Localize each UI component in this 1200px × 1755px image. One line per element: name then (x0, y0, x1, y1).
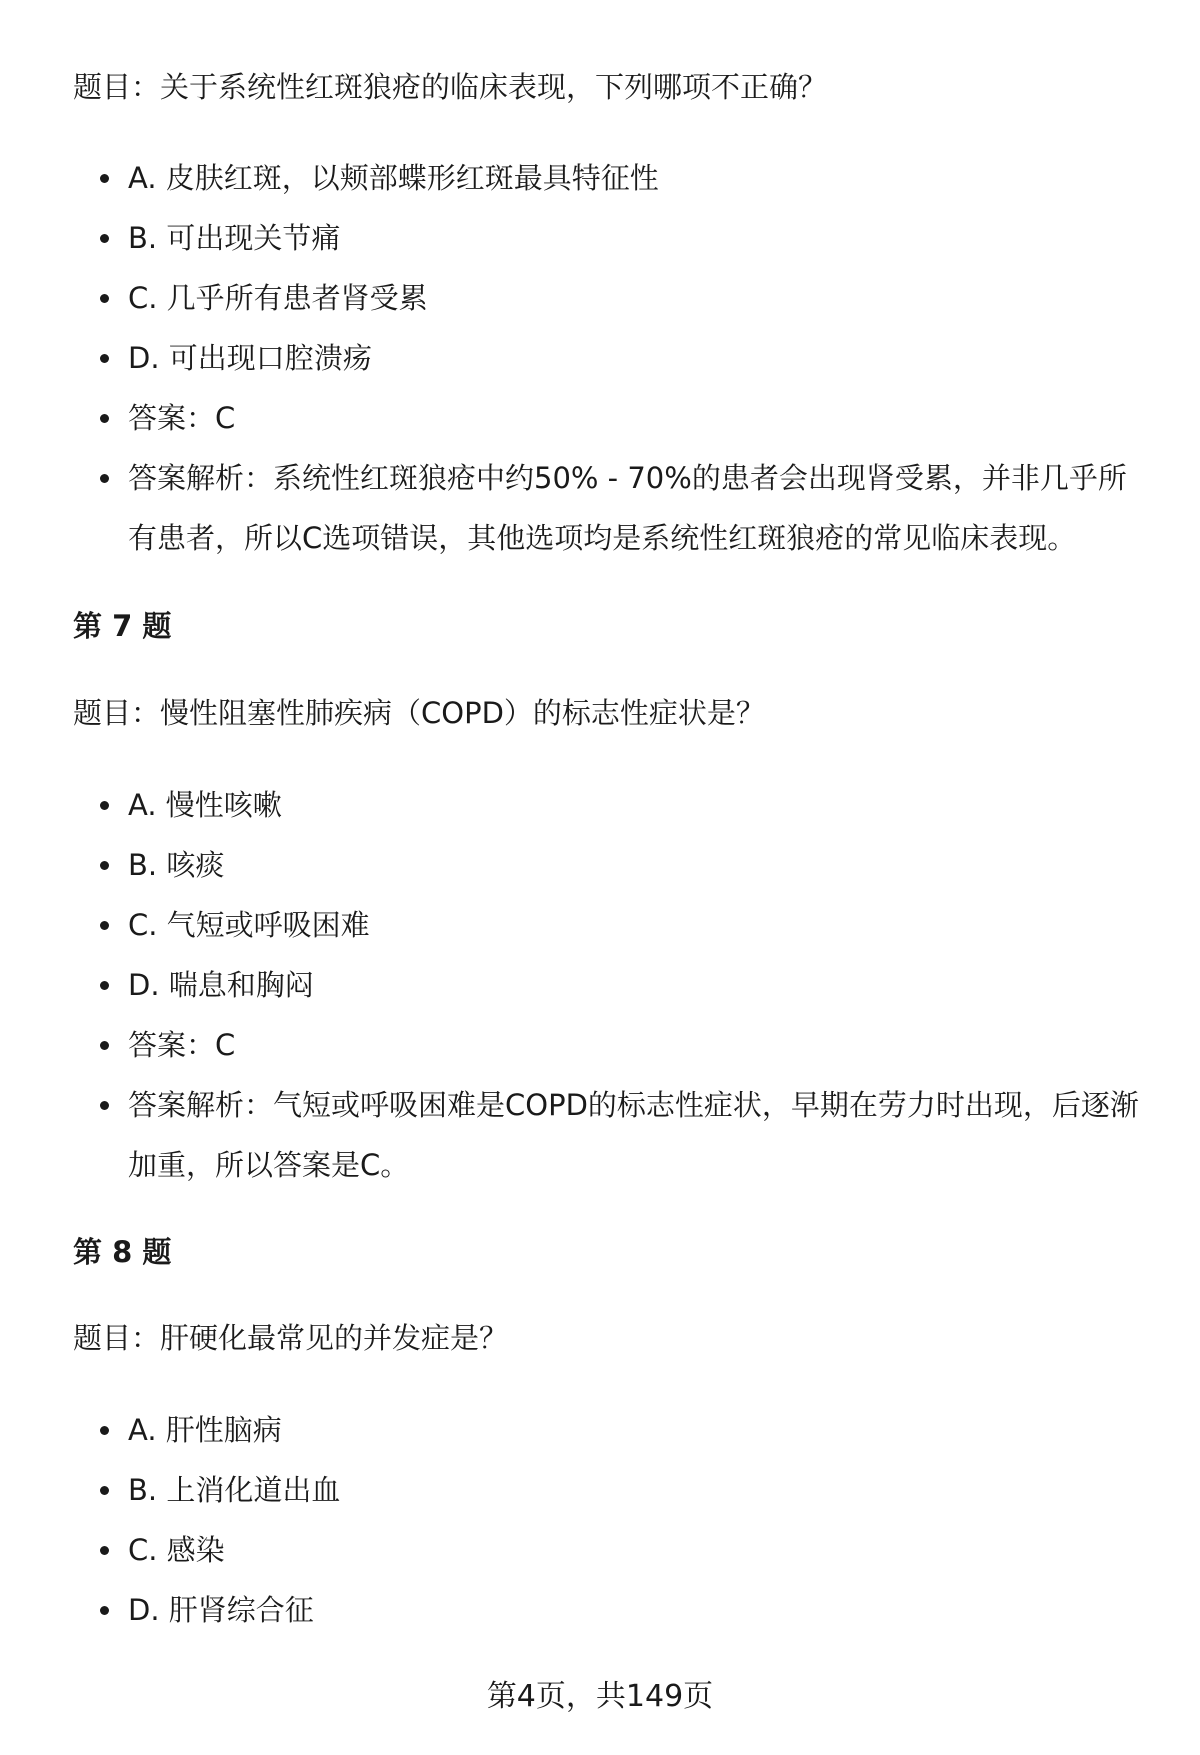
bullet-icon (100, 1486, 109, 1495)
question-6-stem: 题目：关于系统性红斑狼疮的临床表现，下列哪项不正确？ (73, 70, 828, 104)
option-b: B. 可出现关节痛 (73, 208, 1153, 268)
option-a: A. 肝性脑病 (73, 1400, 1153, 1460)
answer-analysis: 答案解析：系统性红斑狼疮中约50% - 70%的患者会出现肾受累，并非几乎所有患者，所以C选项错误，其他选项均是系统性红斑狼疮的常见临床表现。 (73, 448, 1153, 568)
bullet-icon (100, 1546, 109, 1555)
bullet-icon (100, 474, 109, 483)
option-c: C. 几乎所有患者肾受累 (73, 268, 1153, 328)
option-c: C. 气短或呼吸困难 (73, 895, 1153, 955)
bullet-icon (100, 1426, 109, 1435)
bullet-icon (100, 1041, 109, 1050)
question-6-options (73, 148, 1153, 568)
bullet-icon (100, 921, 109, 930)
option-d: D. 可出现口腔溃疡 (73, 328, 1153, 388)
option-b: B. 咳痰 (73, 835, 1153, 895)
bullet-icon (100, 294, 109, 303)
answer: 答案：C (73, 388, 1153, 448)
answer: 答案：C (73, 1015, 1153, 1075)
question-7-options (73, 775, 1153, 1195)
option-d: D. 肝肾综合征 (73, 1580, 1153, 1640)
bullet-icon (100, 234, 109, 243)
option-d: D. 喘息和胸闷 (73, 955, 1153, 1015)
question-8-heading: 第 8 题 (73, 1235, 172, 1269)
bullet-icon (100, 801, 109, 810)
question-7-stem: 题目：慢性阻塞性肺疾病（COPD）的标志性症状是？ (73, 696, 765, 730)
bullet-icon (100, 174, 109, 183)
option-c: C. 感染 (73, 1520, 1153, 1580)
bullet-icon (100, 1101, 109, 1110)
bullet-icon (100, 414, 109, 423)
page-number: 第4页，共149页 (486, 1679, 714, 1714)
bullet-icon (100, 354, 109, 363)
question-8-options (73, 1400, 1153, 1640)
option-a: A. 慢性咳嗽 (73, 775, 1153, 835)
question-8-stem: 题目：肝硬化最常见的并发症是？ (73, 1321, 509, 1355)
option-b: B. 上消化道出血 (73, 1460, 1153, 1520)
answer-analysis: 答案解析：气短或呼吸困难是COPD的标志性症状，早期在劳力时出现，后逐渐加重，所以答案是C。 (73, 1075, 1153, 1195)
bullet-icon (100, 861, 109, 870)
bullet-icon (100, 981, 109, 990)
option-a: A. 皮肤红斑，以颊部蝶形红斑最具特征性 (73, 148, 1153, 208)
bullet-icon (100, 1606, 109, 1615)
question-7-heading: 第 7 题 (73, 609, 172, 643)
